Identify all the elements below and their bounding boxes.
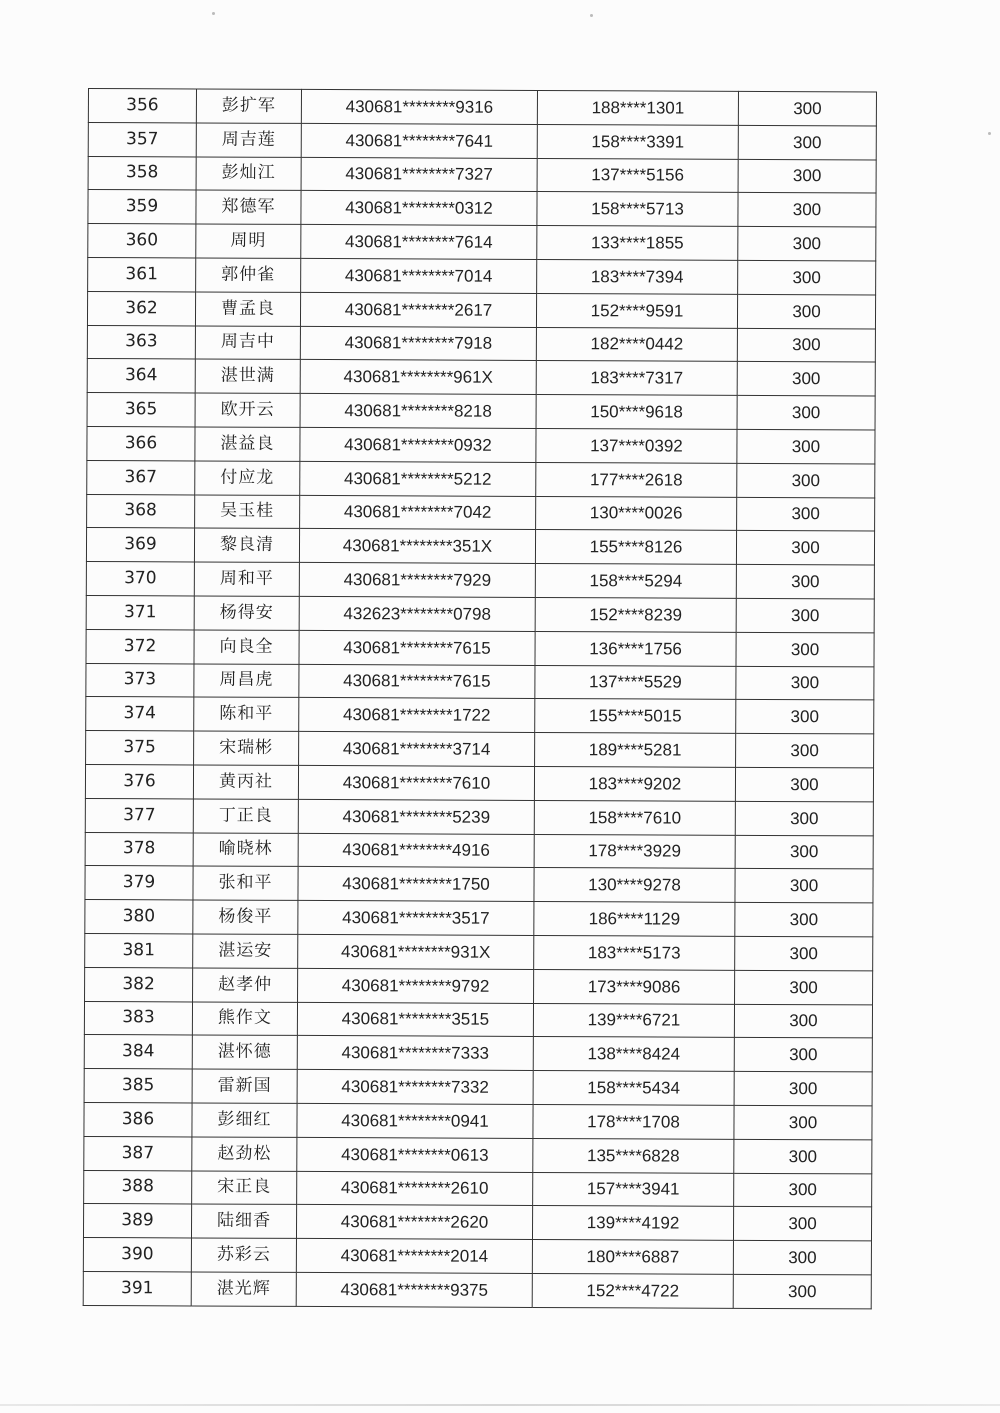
row-number-cell: 364 (87, 359, 195, 393)
table-row (87, 460, 875, 497)
row-number-cell: 372 (86, 629, 194, 663)
table-row (85, 764, 873, 801)
id-number-cell: 430681********7614 (301, 225, 537, 260)
id-number-cell: 430681********7327 (301, 157, 537, 192)
row-number-cell: 375 (86, 731, 194, 765)
table-row (86, 528, 874, 565)
row-number-cell: 368 (87, 494, 195, 528)
row-number-cell: 385 (84, 1069, 192, 1103)
table-row (88, 122, 876, 159)
scan-edge-line (0, 1404, 1000, 1406)
table-row (87, 494, 875, 531)
row-number-cell: 376 (85, 764, 193, 798)
name-cell: 周吉中 (195, 326, 300, 360)
id-number-cell: 430681********8218 (300, 394, 536, 429)
row-number-cell: 378 (85, 832, 193, 866)
name-cell: 周和平 (194, 562, 299, 596)
name-cell: 黎良清 (194, 528, 299, 562)
phone-cell: 180****6887 (532, 1240, 733, 1275)
name-cell: 喻晓林 (193, 832, 298, 866)
phone-cell: 178****3929 (534, 834, 735, 869)
table-row (85, 866, 873, 903)
row-number-cell: 365 (87, 393, 195, 427)
table-row (86, 663, 874, 700)
name-cell: 湛光辉 (191, 1272, 296, 1306)
amount-cell: 300 (737, 294, 875, 328)
phone-cell: 182****0442 (536, 327, 737, 362)
table-row (87, 426, 875, 463)
scan-speck (212, 12, 215, 15)
amount-cell: 300 (738, 227, 876, 261)
name-cell: 丁正良 (193, 799, 298, 833)
table-row (88, 257, 876, 294)
phone-cell: 183****7317 (536, 361, 737, 396)
id-number-cell: 430681********7610 (298, 765, 534, 800)
phone-cell: 158****5294 (535, 564, 736, 599)
amount-cell: 300 (733, 1240, 871, 1274)
id-number-cell: 430681********4916 (298, 833, 534, 868)
id-number-cell: 430681********7333 (297, 1036, 533, 1071)
amount-cell: 300 (736, 733, 874, 767)
name-cell: 彭灿江 (196, 157, 301, 191)
amount-cell: 300 (738, 260, 876, 294)
amount-cell: 300 (734, 1004, 872, 1038)
phone-cell: 188****1301 (537, 90, 738, 125)
amount-cell: 300 (736, 564, 874, 598)
phone-cell: 136****1756 (535, 631, 736, 666)
id-number-cell: 430681********5239 (298, 799, 534, 834)
name-cell: 雷新国 (192, 1069, 297, 1103)
id-number-cell: 430681********7641 (301, 123, 537, 158)
id-number-cell: 430681********3517 (298, 901, 534, 936)
row-number-cell: 362 (87, 291, 195, 325)
roster-table (83, 88, 877, 1309)
amount-cell: 300 (735, 936, 873, 970)
amount-cell: 300 (735, 801, 873, 835)
id-number-cell: 432623********0798 (299, 596, 535, 631)
id-number-cell: 430681********351X (299, 529, 535, 564)
id-number-cell: 430681********7918 (300, 326, 536, 361)
phone-cell: 150****9618 (536, 395, 737, 430)
id-number-cell: 430681********2620 (296, 1205, 532, 1240)
table-row (86, 731, 874, 768)
table-row (86, 629, 874, 666)
amount-cell: 300 (737, 396, 875, 430)
name-cell: 彭细红 (192, 1103, 297, 1137)
phone-cell: 138****8424 (533, 1037, 734, 1072)
phone-cell: 158****7610 (534, 800, 735, 835)
name-cell: 向良全 (194, 630, 299, 664)
id-number-cell: 430681********7929 (299, 563, 535, 598)
name-cell: 苏彩云 (191, 1238, 296, 1272)
name-cell: 张和平 (193, 866, 298, 900)
table-row (83, 1271, 871, 1308)
name-cell: 杨俊平 (193, 900, 298, 934)
amount-cell: 300 (735, 970, 873, 1004)
amount-cell: 300 (736, 700, 874, 734)
name-cell: 杨得安 (194, 596, 299, 630)
table-row (88, 89, 876, 126)
row-number-cell: 380 (85, 900, 193, 934)
amount-cell: 300 (737, 328, 875, 362)
id-number-cell: 430681********0932 (300, 427, 536, 462)
amount-cell: 300 (734, 1071, 872, 1105)
phone-cell: 178****1708 (533, 1104, 734, 1139)
amount-cell: 300 (737, 497, 875, 531)
name-cell: 湛怀德 (192, 1035, 297, 1069)
name-cell: 湛世满 (195, 359, 300, 393)
id-number-cell: 430681********7615 (299, 630, 535, 665)
row-number-cell: 367 (87, 460, 195, 494)
name-cell: 彭扩军 (196, 89, 301, 123)
row-number-cell: 360 (88, 224, 196, 258)
amount-cell: 300 (737, 463, 875, 497)
row-number-cell: 356 (88, 89, 196, 123)
table-row (87, 393, 875, 430)
table-row (83, 1238, 871, 1275)
id-number-cell: 430681********2617 (300, 292, 536, 327)
phone-cell: 152****9591 (536, 293, 737, 328)
row-number-cell: 383 (84, 1001, 192, 1035)
phone-cell: 189****5281 (535, 733, 736, 768)
phone-cell: 130****0026 (536, 496, 737, 531)
amount-cell: 300 (738, 91, 876, 125)
name-cell: 赵劲松 (192, 1137, 297, 1171)
table-row (85, 798, 873, 835)
phone-cell: 152****8239 (535, 597, 736, 632)
row-number-cell: 374 (86, 697, 194, 731)
amount-cell: 300 (738, 193, 876, 227)
name-cell: 赵孝仲 (193, 968, 298, 1002)
table-row (88, 190, 876, 227)
row-number-cell: 370 (86, 562, 194, 596)
name-cell: 熊作文 (192, 1001, 297, 1035)
phone-cell: 183****9202 (534, 766, 735, 801)
amount-cell: 300 (735, 767, 873, 801)
table-row (84, 1001, 872, 1038)
table-row (86, 562, 874, 599)
row-number-cell: 361 (88, 257, 196, 291)
row-number-cell: 381 (85, 933, 193, 967)
table-row (87, 325, 875, 362)
amount-cell: 300 (738, 159, 876, 193)
id-number-cell: 430681********0941 (297, 1103, 533, 1138)
table-row (84, 1102, 872, 1139)
amount-cell: 300 (736, 632, 874, 666)
id-number-cell: 430681********5212 (300, 461, 536, 496)
amount-cell: 300 (735, 869, 873, 903)
id-number-cell: 430681********7332 (297, 1070, 533, 1105)
row-number-cell: 390 (83, 1238, 191, 1272)
row-number-cell: 366 (87, 426, 195, 460)
phone-cell: 158****5434 (533, 1071, 734, 1106)
id-number-cell: 430681********0613 (297, 1137, 533, 1172)
id-number-cell: 430681********7042 (300, 495, 536, 530)
id-number-cell: 430681********961X (300, 360, 536, 395)
id-number-cell: 430681********3515 (297, 1002, 533, 1037)
phone-cell: 155****5015 (535, 699, 736, 734)
row-number-cell: 389 (83, 1204, 191, 1238)
id-number-cell: 430681********0312 (301, 191, 537, 226)
phone-cell: 137****5529 (535, 665, 736, 700)
row-number-cell: 359 (88, 190, 196, 224)
row-number-cell: 391 (83, 1271, 191, 1305)
phone-cell: 137****0392 (536, 428, 737, 463)
phone-cell: 155****8126 (535, 530, 736, 565)
row-number-cell: 377 (85, 798, 193, 832)
row-number-cell: 379 (85, 866, 193, 900)
phone-cell: 135****6828 (533, 1138, 734, 1173)
scan-speck (590, 14, 593, 17)
phone-cell: 137****5156 (537, 158, 738, 193)
name-cell: 黄丙社 (193, 765, 298, 799)
name-cell: 郭仲雀 (196, 258, 301, 292)
table-row (87, 291, 875, 328)
phone-cell: 157****3941 (533, 1172, 734, 1207)
phone-cell: 139****4192 (532, 1206, 733, 1241)
id-number-cell: 430681********3714 (299, 732, 535, 767)
phone-cell: 139****6721 (533, 1003, 734, 1038)
name-cell: 周吉莲 (196, 123, 301, 157)
name-cell: 湛运安 (193, 934, 298, 968)
row-number-cell: 369 (86, 528, 194, 562)
phone-cell: 173****9086 (534, 969, 735, 1004)
amount-cell: 300 (736, 531, 874, 565)
row-number-cell: 386 (84, 1102, 192, 1136)
table-row (84, 1170, 872, 1207)
id-number-cell: 430681********9316 (301, 89, 537, 124)
row-number-cell: 363 (87, 325, 195, 359)
name-cell: 宋正良 (192, 1170, 297, 1204)
row-number-cell: 373 (86, 663, 194, 697)
id-number-cell: 430681********931X (298, 934, 534, 969)
table-row (85, 900, 873, 937)
scan-speck (988, 132, 991, 135)
id-number-cell: 430681********9792 (298, 968, 534, 1003)
phone-cell: 130****9278 (534, 868, 735, 903)
name-cell: 周昌虎 (194, 664, 299, 698)
name-cell: 陆细香 (191, 1204, 296, 1238)
id-number-cell: 430681********1750 (298, 867, 534, 902)
amount-cell: 300 (735, 902, 873, 936)
amount-cell: 300 (733, 1274, 871, 1308)
name-cell: 陈和平 (194, 697, 299, 731)
table-row (87, 359, 875, 396)
amount-cell: 300 (737, 362, 875, 396)
name-cell: 吴玉桂 (195, 495, 300, 529)
name-cell: 湛益良 (195, 427, 300, 461)
id-number-cell: 430681********9375 (296, 1272, 532, 1307)
id-number-cell: 430681********7014 (301, 258, 537, 293)
phone-cell: 158****3391 (537, 124, 738, 159)
name-cell: 宋瑞彬 (194, 731, 299, 765)
id-number-cell: 430681********7615 (299, 664, 535, 699)
phone-cell: 158****5713 (537, 192, 738, 227)
row-number-cell: 357 (88, 122, 196, 156)
amount-cell: 300 (736, 666, 874, 700)
id-number-cell: 430681********1722 (299, 698, 535, 733)
table-row (85, 832, 873, 869)
amount-cell: 300 (734, 1038, 872, 1072)
amount-cell: 300 (734, 1173, 872, 1207)
table-row (83, 1204, 871, 1241)
row-number-cell: 388 (84, 1170, 192, 1204)
row-number-cell: 387 (84, 1136, 192, 1170)
row-number-cell: 382 (85, 967, 193, 1001)
table-row (88, 156, 876, 193)
amount-cell: 300 (733, 1207, 871, 1241)
name-cell: 付应龙 (195, 461, 300, 495)
roster-table-body (83, 89, 876, 1309)
phone-cell: 152****4722 (532, 1273, 733, 1308)
phone-cell: 177****2618 (536, 462, 737, 497)
table-row (85, 933, 873, 970)
id-number-cell: 430681********2014 (296, 1239, 532, 1274)
table-row (85, 967, 873, 1004)
name-cell: 郑德军 (196, 190, 301, 224)
name-cell: 周明 (196, 224, 301, 258)
amount-cell: 300 (734, 1139, 872, 1173)
amount-cell: 300 (735, 835, 873, 869)
table-row (88, 224, 876, 261)
phone-cell: 183****7394 (537, 259, 738, 294)
table-row (84, 1035, 872, 1072)
phone-cell: 186****1129 (534, 902, 735, 937)
amount-cell: 300 (736, 598, 874, 632)
amount-cell: 300 (734, 1105, 872, 1139)
row-number-cell: 384 (84, 1035, 192, 1069)
phone-cell: 133****1855 (537, 226, 738, 261)
name-cell: 曹孟良 (195, 292, 300, 326)
row-number-cell: 371 (86, 595, 194, 629)
amount-cell: 300 (737, 429, 875, 463)
table-row (84, 1136, 872, 1173)
id-number-cell: 430681********2610 (297, 1171, 533, 1206)
table-row (86, 595, 874, 632)
name-cell: 欧开云 (195, 393, 300, 427)
phone-cell: 183****5173 (534, 935, 735, 970)
table-row (84, 1069, 872, 1106)
row-number-cell: 358 (88, 156, 196, 190)
table-row (86, 697, 874, 734)
amount-cell: 300 (738, 125, 876, 159)
